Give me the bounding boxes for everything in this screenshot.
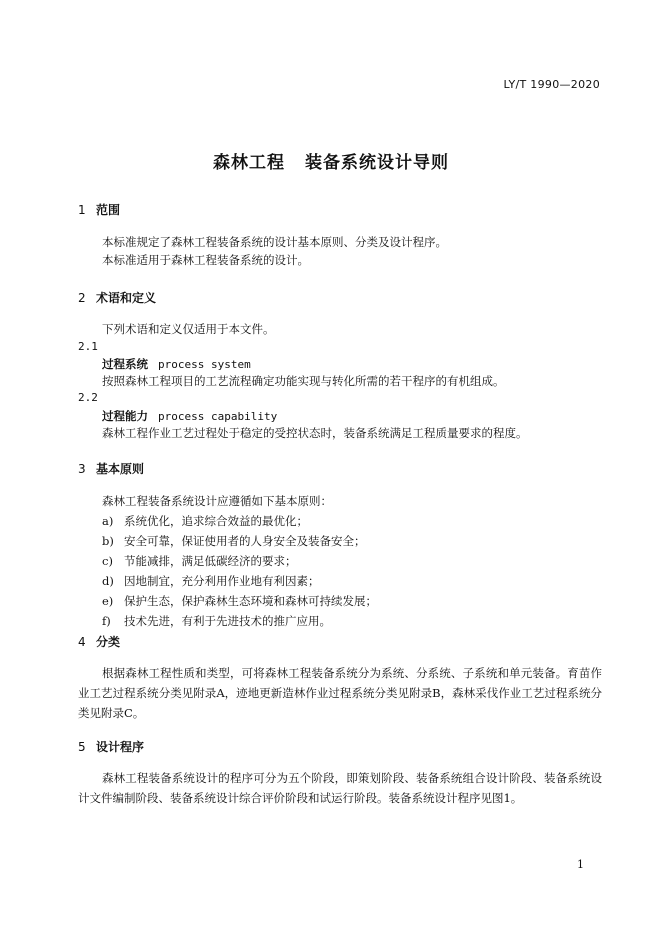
list-item: c) 节能减排，满足低碳经济的要求； (102, 554, 297, 568)
section-5-heading: 5 设计程序 (78, 740, 145, 754)
title-part2: 装备系统设计导则 (305, 153, 449, 173)
section-3-heading: 3 基本原则 (78, 462, 145, 476)
clause-2-2-number: 2.2 (78, 391, 98, 404)
section-1-heading: 1 范围 (78, 203, 121, 217)
list-item: e) 保护生态，保护森林生态环境和森林可持续发展； (102, 594, 377, 608)
list-item: a) 系统优化，追求综合效益的最优化； (102, 514, 308, 528)
section-4-heading: 4 分类 (78, 635, 121, 649)
list-item: f) 技术先进，有利于先进技术的推广应用。 (102, 614, 331, 628)
document-title (0, 148, 662, 173)
clause-2-1-number: 2.1 (78, 340, 98, 353)
title-part1: 森林工程 (213, 153, 285, 173)
section-4-paragraph: 根据森林工程性质和类型，可将森林工程装备系统分为系统、分系统、子系统和单元装备。育苗作业工艺过程系统分类见附录A，迹地更新造林作业过程系统分类见附录B，森林采伐作业工艺过程系统分类见附录C。 (78, 666, 602, 720)
section-2-intro: 下列术语和定义仅适用于本文件。 (102, 322, 275, 336)
term-2-2-definition: 森林工程作业工艺过程处于稳定的受控状态时，装备系统满足工程质量要求的程度。 (102, 426, 528, 440)
section-2-heading: 2 术语和定义 (78, 291, 157, 305)
list-item: d) 因地制宜，充分利用作业地有利因素； (102, 574, 320, 588)
section-1-para-2: 本标准适用于森林工程装备系统的设计。 (102, 253, 309, 267)
list-item: b) 安全可靠，保证使用者的人身安全及装备安全； (102, 534, 366, 548)
section-5-paragraph: 森林工程装备系统设计的程序可分为五个阶段，即策划阶段、装备系统组合设计阶段、装备系统设计文件编制阶段、装备系统设计综合评价阶段和试运行阶段。装备系统设计程序见图1。 (78, 771, 602, 805)
page-number: 1 (577, 858, 584, 871)
section-3-intro: 森林工程装备系统设计应遵循如下基本原则： (102, 494, 332, 508)
term-2-1-definition: 按照森林工程项目的工艺流程确定功能实现与转化所需的若干程序的有机组成。 (102, 374, 505, 388)
term-2-1: 过程系统 process system (102, 357, 251, 371)
term-2-2: 过程能力 process capability (102, 409, 278, 423)
standard-code: LY/T 1990—2020 (503, 78, 600, 91)
section-1-para-1: 本标准规定了森林工程装备系统的设计基本原则、分类及设计程序。 (102, 235, 447, 249)
